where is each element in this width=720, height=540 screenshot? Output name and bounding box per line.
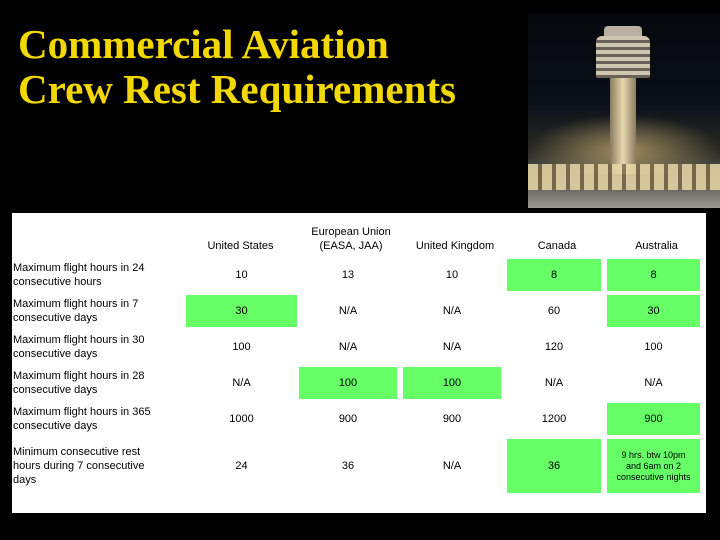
table-cell: 10: [445, 269, 459, 281]
table-cell: 120: [544, 341, 564, 353]
table-cell: 36: [341, 460, 355, 472]
table-cell: 13: [341, 269, 355, 281]
table-cell: 60: [547, 305, 561, 317]
table-cell: 36: [507, 439, 601, 493]
control-tower-photo: [528, 14, 720, 208]
row-label: Maximum flight hours in 30 consecutive days: [13, 334, 145, 360]
table-cell: 1000: [229, 413, 254, 425]
table-cell: N/A: [544, 377, 564, 389]
table-cell: 100: [232, 341, 251, 353]
table-cell: 900: [338, 413, 358, 425]
table-cell: N/A: [442, 460, 462, 472]
table-cell: N/A: [442, 305, 462, 317]
tower-cab: [596, 36, 650, 78]
table-cell: N/A: [442, 341, 462, 353]
table-cell: 10: [235, 269, 248, 281]
table-cell: 8: [507, 259, 601, 291]
row-label: Maximum flight hours in 7 consecutive days: [13, 298, 139, 324]
terminal-building: [528, 164, 720, 190]
requirements-table: [12, 213, 706, 513]
slide-title: [18, 22, 456, 112]
table-cell: N/A: [338, 305, 358, 317]
row-label: Minimum consecutive rest hours during 7 consecutive days: [13, 446, 145, 486]
table-cell: 30: [607, 295, 700, 327]
table-cell: 8: [607, 259, 700, 291]
table-cell: N/A: [338, 341, 358, 353]
column-header: Australia: [635, 240, 678, 252]
table-cell: N/A: [232, 377, 251, 389]
table-cell: 900: [442, 413, 462, 425]
table-cell: 100: [644, 341, 663, 353]
table-cell: 30: [186, 295, 297, 327]
row-label: Maximum flight hours in 24 consecutive hours: [13, 262, 145, 288]
table-cell: 9 hrs. btw 10pm and 6am on 2 consecutive nights: [607, 439, 700, 493]
column-header: United Kingdom: [415, 240, 495, 252]
column-header: Canada: [537, 240, 577, 252]
column-header: European Union (EASA, JAA): [311, 226, 391, 252]
title-line-1: Commercial Aviation: [18, 21, 389, 67]
tarmac: [528, 190, 720, 208]
table-cell: 100: [299, 367, 397, 399]
row-label: Maximum flight hours in 28 consecutive days: [13, 370, 145, 396]
table-cell: N/A: [644, 377, 663, 389]
column-header: United States: [207, 240, 274, 252]
row-label: Maximum flight hours in 365 consecutive days: [13, 406, 151, 432]
table-cell: 24: [235, 460, 248, 472]
table-cell: 100: [403, 367, 501, 399]
title-line-2: Crew Rest Requirements: [18, 66, 457, 112]
table-cell: 900: [607, 403, 700, 435]
table-cell: 1200: [541, 413, 567, 425]
tower-shaft: [610, 74, 636, 174]
